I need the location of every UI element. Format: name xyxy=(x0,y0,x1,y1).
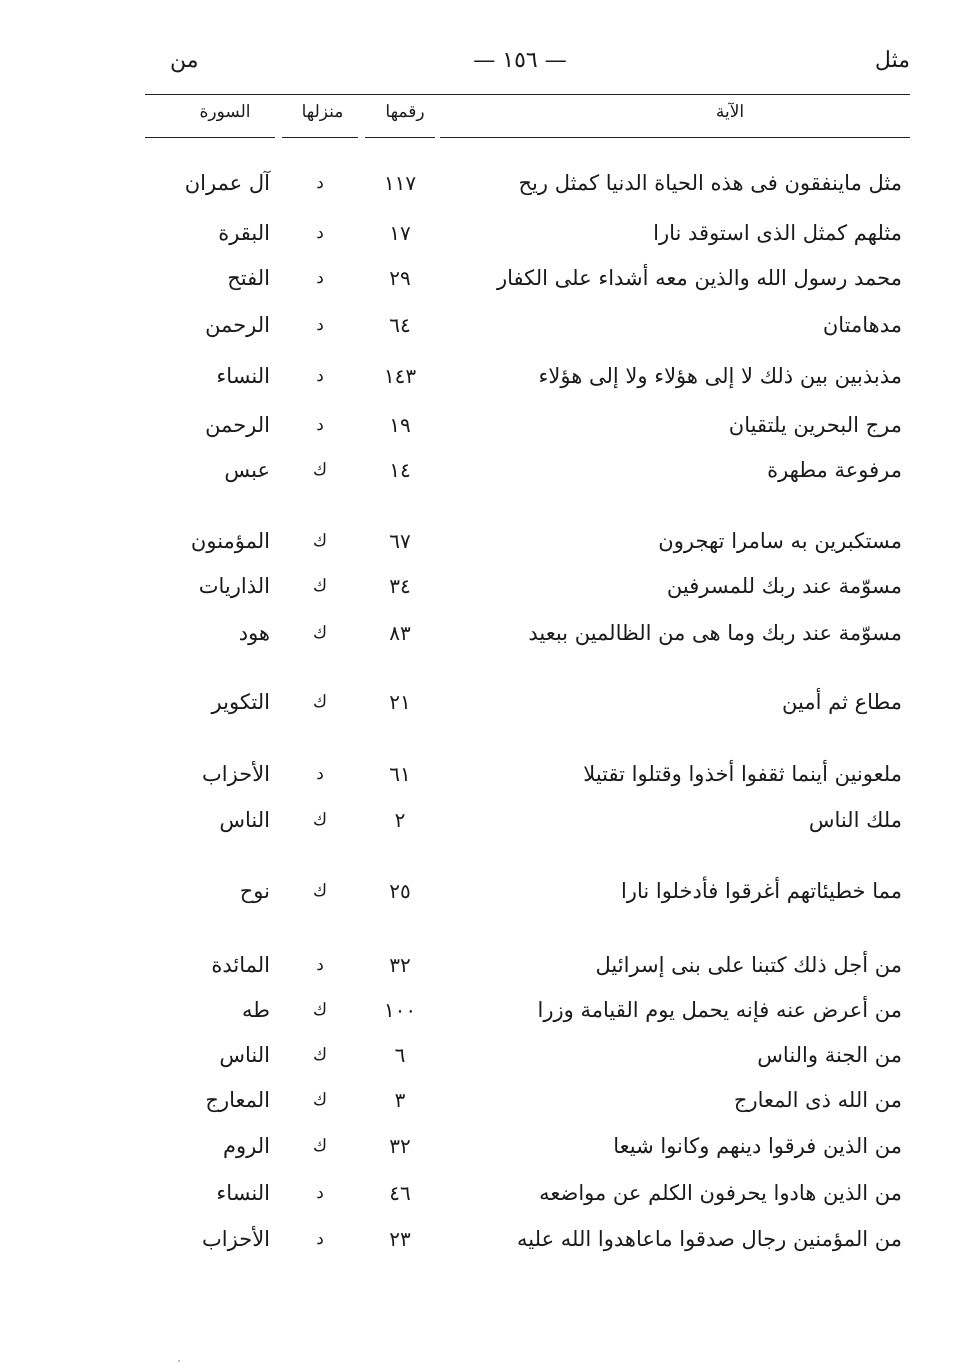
surah-name: النساء xyxy=(216,364,270,388)
verse-number: ٢٣ xyxy=(389,1227,411,1251)
revelation-place: د xyxy=(316,268,324,288)
verse-text: مسوّمة عند ربك للمسرفين xyxy=(666,574,902,598)
scan-speck xyxy=(178,1360,180,1362)
revelation-place: د xyxy=(316,955,324,975)
revelation-place: د xyxy=(316,173,324,193)
verse-number: ١١٧ xyxy=(383,171,417,195)
verse-number: ٦٧ xyxy=(389,529,411,553)
header-underline-number xyxy=(365,137,435,138)
revelation-place: ك xyxy=(312,1136,327,1156)
verse-number: ٤٦ xyxy=(389,1181,411,1205)
revelation-place: د xyxy=(316,315,324,335)
verse-text: ملعونين أينما ثقفوا أخذوا وقتلوا تقتيلا xyxy=(583,762,902,786)
revelation-place: ك xyxy=(312,460,327,480)
table-row xyxy=(0,613,967,653)
surah-name: الناس xyxy=(219,808,270,832)
verse-text: من الله ذى المعارج xyxy=(733,1088,902,1112)
revelation-place: ك xyxy=(312,1000,327,1020)
revelation-place: د xyxy=(316,223,324,243)
surah-name: التكوير xyxy=(211,690,270,714)
revelation-place: ك xyxy=(312,1090,327,1110)
revelation-place: ك xyxy=(312,810,327,830)
verse-number: ٢٥ xyxy=(389,879,411,903)
surah-name: نوح xyxy=(239,879,270,903)
table-row xyxy=(0,305,967,345)
surah-name: آل عمران xyxy=(184,171,270,195)
revelation-place: د xyxy=(316,764,324,784)
surah-name: الفتح xyxy=(227,266,270,290)
surah-name: الرحمن xyxy=(205,313,270,337)
verse-text: من الجنة والناس xyxy=(757,1043,902,1067)
surah-name: الرحمن xyxy=(205,413,270,437)
column-header-revelation: منزلها xyxy=(301,102,344,122)
table-row xyxy=(0,1080,967,1120)
running-head-left: من xyxy=(170,48,199,73)
verse-number: ٢٩ xyxy=(389,266,411,290)
page-number: — ١٥٦ — xyxy=(473,48,567,73)
revelation-place: د xyxy=(316,1183,324,1203)
verse-text: ملك الناس xyxy=(808,808,902,832)
surah-name: المعارج xyxy=(205,1088,270,1112)
verse-number: ٣٢ xyxy=(389,953,411,977)
verse-number: ٦١ xyxy=(389,762,411,786)
verse-number: ٣٢ xyxy=(389,1134,411,1158)
verse-number: ٣ xyxy=(394,1088,406,1112)
table-row xyxy=(0,163,967,203)
running-head-right: مثل xyxy=(874,48,910,73)
table-row xyxy=(0,1219,967,1259)
revelation-place: د xyxy=(316,366,324,386)
verse-text: مثلهم كمثل الذى استوقد نارا xyxy=(653,221,902,245)
verse-number: ٣٤ xyxy=(389,574,411,598)
table-row xyxy=(0,1126,967,1166)
verse-text: من المؤمنين رجال صدقوا ماعاهدوا الله عليه xyxy=(517,1227,902,1251)
surah-name: عبس xyxy=(224,458,270,482)
revelation-place: د xyxy=(316,415,324,435)
header-underline-surah xyxy=(145,137,275,138)
verse-number: ٢١ xyxy=(389,690,411,714)
verse-number: ١٩ xyxy=(389,413,411,437)
table-row xyxy=(0,1173,967,1213)
revelation-place: ك xyxy=(312,692,327,712)
verse-text: مطاع ثم أمين xyxy=(782,690,902,714)
table-row xyxy=(0,871,967,911)
verse-number: ٨٣ xyxy=(389,621,411,645)
verse-text: من أجل ذلك كتبنا على بنى إسرائيل xyxy=(595,953,902,977)
surah-name: هود xyxy=(238,621,270,645)
verse-text: من الذين فرقوا دينهم وكانوا شيعا xyxy=(613,1134,902,1158)
surah-name: المؤمنون xyxy=(190,529,270,553)
table-row xyxy=(0,521,967,561)
verse-number: ١٠٠ xyxy=(383,998,417,1022)
table-row xyxy=(0,258,967,298)
revelation-place: ك xyxy=(312,531,327,551)
verse-number: ١٧ xyxy=(389,221,411,245)
table-row xyxy=(0,356,967,396)
table-row xyxy=(0,682,967,722)
table-row xyxy=(0,945,967,985)
verse-number: ٢ xyxy=(394,808,406,832)
table-row xyxy=(0,800,967,840)
table-row xyxy=(0,754,967,794)
table-row xyxy=(0,405,967,445)
surah-name: الناس xyxy=(219,1043,270,1067)
table-row xyxy=(0,450,967,490)
surah-name: الأحزاب xyxy=(202,1227,270,1251)
revelation-place: د xyxy=(316,1229,324,1249)
verse-text: مرج البحرين يلتقيان xyxy=(728,413,902,437)
header-underline-revelation xyxy=(282,137,358,138)
verse-text: من الذين هادوا يحرفون الكلم عن مواضعه xyxy=(539,1181,902,1205)
header-underline-verse xyxy=(440,137,910,138)
surah-name: الروم xyxy=(223,1134,270,1158)
verse-number: ٦ xyxy=(394,1043,406,1067)
surah-name: طه xyxy=(242,998,270,1022)
surah-name: النساء xyxy=(216,1181,270,1205)
revelation-place: ك xyxy=(312,576,327,596)
verse-text: مرفوعة مطهرة xyxy=(767,458,902,482)
revelation-place: ك xyxy=(312,623,327,643)
verse-text: مثل ماينفقون فى هذه الحياة الدنيا كمثل ريح xyxy=(518,171,902,195)
header-rule xyxy=(145,94,910,95)
verse-text: مستكبرين به سامرا تهجرون xyxy=(658,529,902,553)
table-row xyxy=(0,213,967,253)
table-row xyxy=(0,566,967,606)
verse-text: مذبذبين بين ذلك لا إلى هؤلاء ولا إلى هؤلاء xyxy=(538,364,902,388)
table-row xyxy=(0,1035,967,1075)
revelation-place: ك xyxy=(312,881,327,901)
column-header-number: رقمها xyxy=(385,102,425,122)
column-header-verse: الآية xyxy=(715,102,745,122)
surah-name: الذاريات xyxy=(198,574,270,598)
revelation-place: ك xyxy=(312,1045,327,1065)
verse-number: ١٤٣ xyxy=(383,364,417,388)
column-header-surah: السورة xyxy=(199,102,251,122)
surah-name: البقرة xyxy=(218,221,270,245)
verse-text: محمد رسول الله والذين معه أشداء على الكفار xyxy=(497,266,902,290)
table-row xyxy=(0,990,967,1030)
verse-text: مما خطيئاتهم أغرقوا فأدخلوا نارا xyxy=(620,879,902,903)
verse-number: ٦٤ xyxy=(389,313,411,337)
verse-number: ١٤ xyxy=(389,458,411,482)
verse-text: مسوّمة عند ربك وما هى من الظالمين ببعيد xyxy=(528,621,902,645)
surah-name: الأحزاب xyxy=(202,762,270,786)
surah-name: المائدة xyxy=(211,953,270,977)
verse-text: مدهامتان xyxy=(822,313,902,337)
verse-text: من أعرض عنه فإنه يحمل يوم القيامة وزرا xyxy=(537,998,902,1022)
